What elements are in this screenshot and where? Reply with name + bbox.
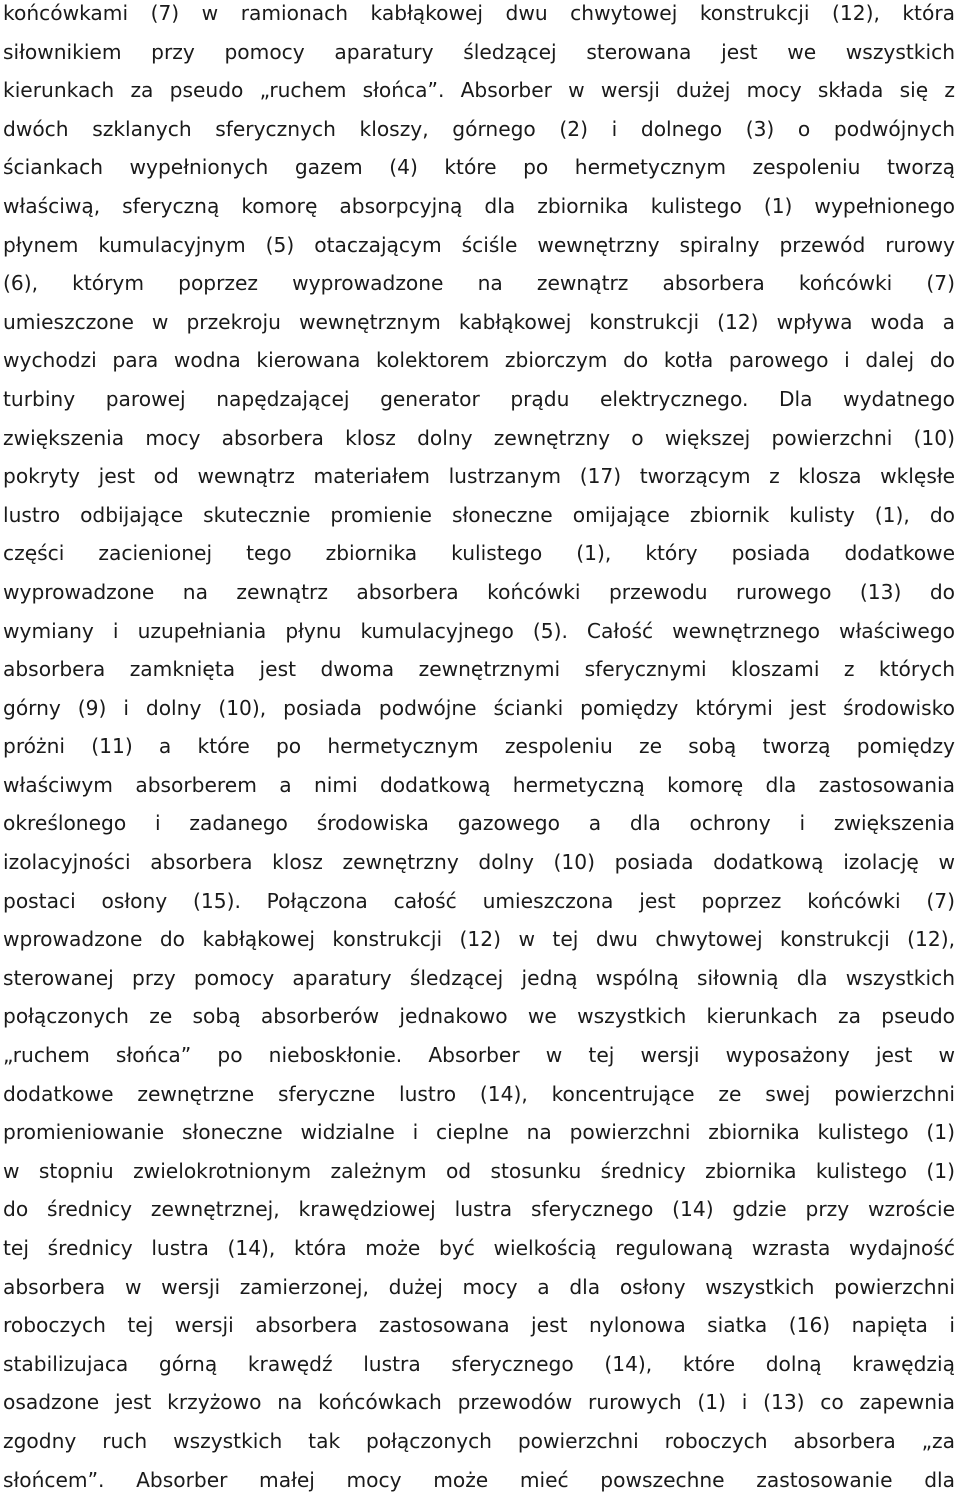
text-line: (6), którym poprzez wyprowadzone na zewnątrz absorbera końcówki (7)	[3, 271, 955, 296]
text-line: końcówkami (7) w ramionach kabłąkowej dwu chwytowej konstrukcji (12), która	[3, 1, 955, 25]
text-line: płynem kumulacyjnym (5) otaczającym ściśle wewnętrzny spiralny przewód rurowy	[3, 232, 955, 257]
text-line: „ruchem słońca” po nieboskłonie. Absorber w tej wersji wyposażony jest w	[3, 1043, 955, 1068]
text-line: zwiększenia mocy absorbera klosz dolny zewnętrzny o większej powierzchni (10)	[3, 425, 955, 450]
text-line: dodatkowe zewnętrzne sferyczne lustro (14), koncentrujące ze swej powierzchni	[3, 1081, 955, 1106]
document-page	[3, 0, 955, 1499]
text-line: wychodzi para wodna kierowana kolektorem zbiorczym do kotła parowego i dalej do	[3, 348, 955, 373]
text-line: części zacienionej tego zbiornika kulistego (1), który posiada dodatkowe	[3, 541, 955, 566]
text-line: do średnicy zewnętrznej, krawędziowej lustra sferycznego (14) gdzie przy wzroście	[3, 1197, 955, 1222]
text-line: właściwym absorberem a nimi dodatkową hermetyczną komorę dla zastosowania	[3, 772, 955, 797]
text-line: absorbera zamknięta jest dwoma zewnętrznymi sferycznymi kloszami z których	[3, 657, 955, 682]
text-line: turbiny parowej napędzającej generator prądu elektrycznego. Dla wydatnego	[3, 386, 955, 411]
text-line: próżni (11) a które po hermetycznym zespoleniu ze sobą tworzą pomiędzy	[3, 734, 955, 759]
text-line: umieszczone w przekroju wewnętrznym kabłąkowej konstrukcji (12) wpływa woda a	[3, 309, 955, 334]
text-line: określonego i zadanego środowiska gazowego a dla ochrony i zwiększenia	[3, 811, 955, 836]
text-line: tej średnicy lustra (14), która może być wielkością regulowaną wzrasta wydajność	[3, 1236, 955, 1260]
text-line: ściankach wypełnionych gazem (4) które po hermetycznym zespoleniu tworzą	[3, 155, 955, 180]
text-line: połączonych ze sobą absorberów jednakowo we wszystkich kierunkach za pseudo	[3, 1004, 955, 1029]
text-line: roboczych tej wersji absorbera zastosowana jest nylonowa siatka (16) napięta i	[3, 1313, 955, 1338]
text-line: osadzone jest krzyżowo na końcówkach przewodów rurowych (1) i (13) co zapewnia	[3, 1390, 955, 1415]
text-line: postaci osłony (15). Połączona całość umieszczona jest poprzez końcówki (7)	[3, 888, 955, 913]
text-line: zgodny ruch wszystkich tak połączonych powierzchni roboczych absorbera „za	[3, 1428, 955, 1453]
text-line: wyprowadzone na zewnątrz absorbera końcówki przewodu rurowego (13) do	[3, 579, 955, 604]
text-line: wymiany i uzupełniania płynu kumulacyjnego (5). Całość wewnętrznego właściwego	[3, 618, 955, 643]
text-line: sterowanej przy pomocy aparatury śledzącej jedną wspólną siłownią dla wszystkich	[3, 965, 955, 990]
text-line: kierunkach za pseudo „ruchem słońca”. Absorber w wersji dużej mocy składa się z	[3, 78, 955, 103]
text-line: siłownikiem przy pomocy aparatury śledzącej sterowana jest we wszystkich	[3, 39, 955, 64]
text-line: pokryty jest od wewnątrz materiałem lustrzanym (17) tworzącym z klosza wklęsłe	[3, 464, 955, 489]
text-line: izolacyjności absorbera klosz zewnętrzny dolny (10) posiada dodatkową izolację w	[3, 850, 955, 875]
text-line: lustro odbijające skutecznie promienie słoneczne omijające zbiornik kulisty (1), do	[3, 502, 955, 527]
text-line: dwóch szklanych sferycznych kloszy, górnego (2) i dolnego (3) o podwójnych	[3, 116, 955, 141]
text-line: absorbera w wersji zamierzonej, dużej mocy a dla osłony wszystkich powierzchni	[3, 1274, 955, 1299]
text-line: stabilizujaca górną krawędź lustra sferycznego (14), które dolną krawędzią	[3, 1351, 955, 1376]
text-line: właściwą, sferyczną komorę absorpcyjną dla zbiornika kulistego (1) wypełnionego	[3, 193, 955, 218]
text-line: górny (9) i dolny (10), posiada podwójne ścianki pomiędzy którymi jest środowisko	[3, 695, 955, 720]
text-line: promieniowanie słoneczne widzialne i cieplne na powierzchni zbiornika kulistego (1)	[3, 1120, 955, 1145]
text-line: wprowadzone do kabłąkowej konstrukcji (12) w tej dwu chwytowej konstrukcji (12),	[3, 927, 955, 952]
text-line: słońcem”. Absorber małej mocy może mieć powszechne zastosowanie dla	[3, 1467, 955, 1492]
text-line: w stopniu zwielokrotnionym zależnym od stosunku średnicy zbiornika kulistego (1)	[3, 1158, 955, 1183]
